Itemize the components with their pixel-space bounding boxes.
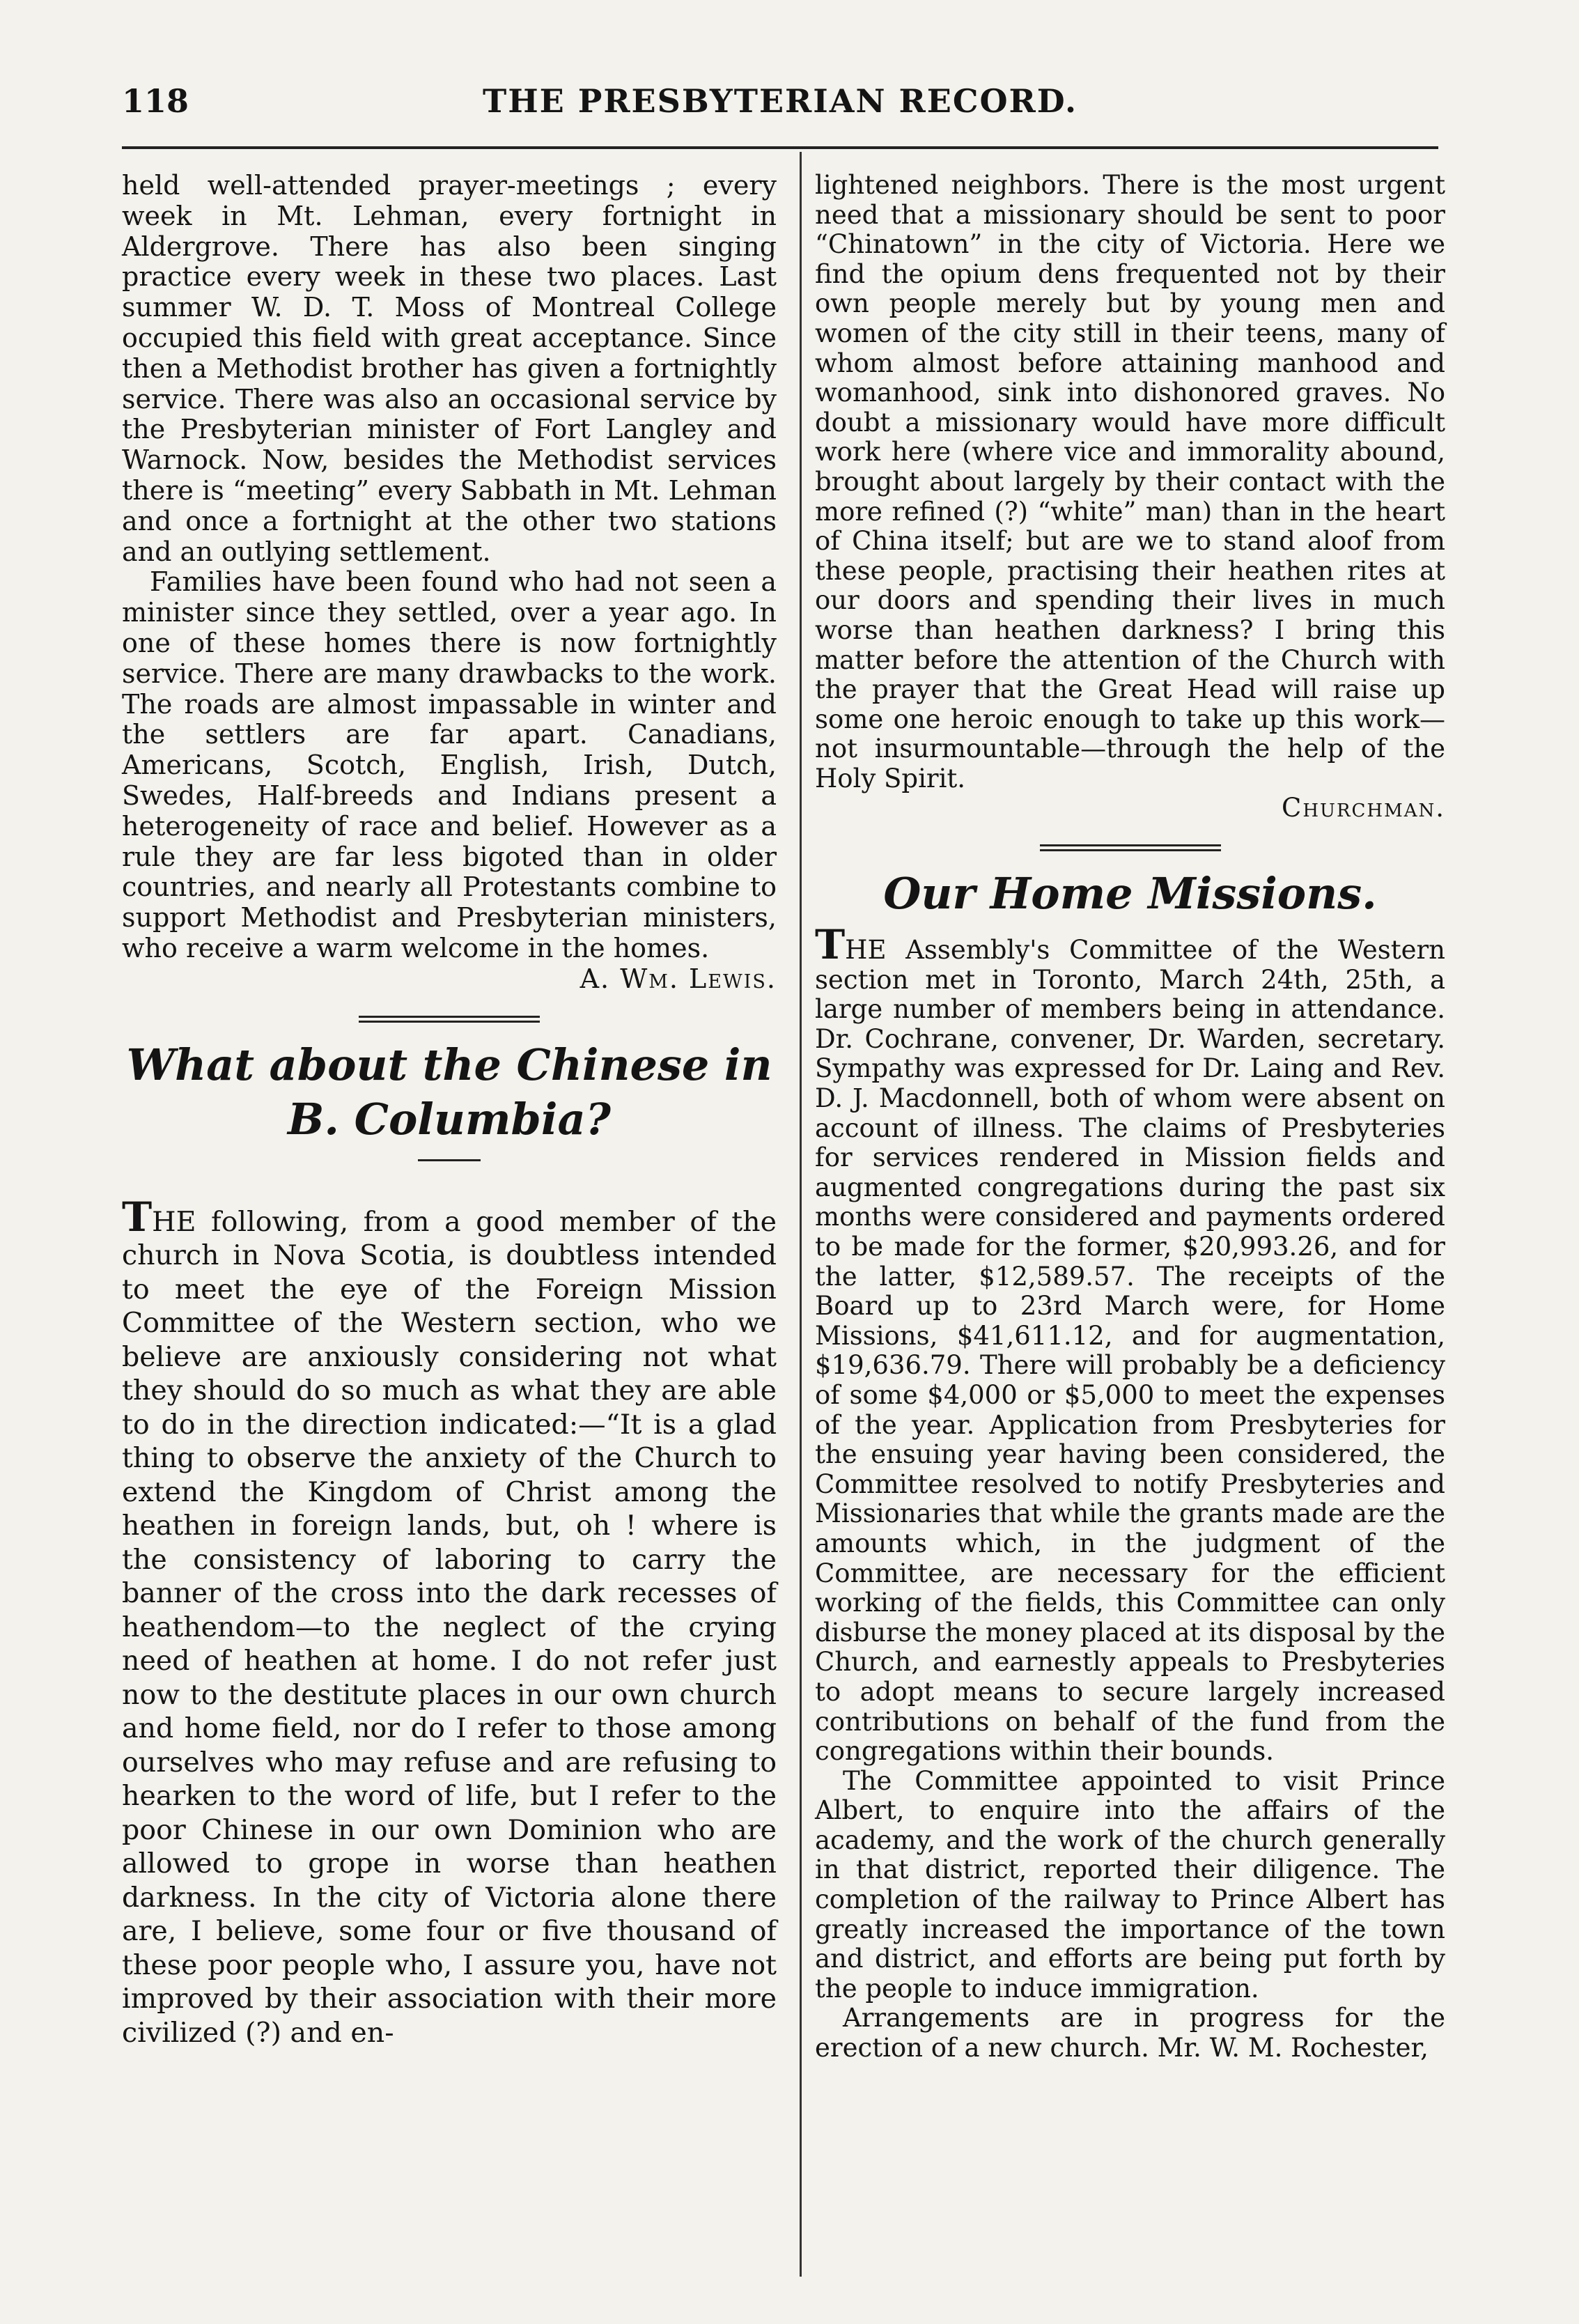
paragraph: held well-attended prayer-meetings ; every week in Mt. Lehman, every fortnight in Aldergrove. There has also been singing practice every week in these two places. Last summer W. D. T. Moss of Montreal College occupied this field with great acceptance. Since then a Methodist brother has given a fortnightly service. There was also an occasional service by the Presbyterian minister of Fort Langley and Warnock. Now, besides the Methodist services there is “meeting” every Sabbath in Mt. Lehman and once a fortnight at the other two stations and an outlying settlement.	[122, 170, 777, 567]
heading-rule	[418, 1159, 481, 1161]
section-rule	[1040, 844, 1221, 851]
section-heading: Our Home Missions.	[883, 868, 1377, 920]
article-body	[122, 1193, 777, 2050]
column-divider	[800, 152, 802, 2277]
section-text: HE Assembly's Committee of the Western section met in Toronto, March 24th, 25th, a large number of members being in attendance. Dr. Cochrane, convener, Dr. Warden, secretary. Sympathy was expressed for Dr. Laing and Rev. D. J. Macdonnell, both of whom were absent on account of illness. The claims of Presbyteries for services rendered in Mission fields and augmented congregations during the past six months were considered and payments ordered to be made for the former, $20,993.26, and for the latter, $12,589.57. The receipts of the Board up to 23rd March were, for Home Missions, $41,611.12, and for augmentation, $19,636.79. There will probably be a deficiency of some $4,000 or $5,000 to meet the expenses of the year. Application from Presbyteries for the ensuing year having been considered, the Committee resolved to notify Presbyteries and Missionaries that while the grants made are the amounts which, in the judgment of the Committee, are necessary for the efficient working of the fields, this Committee can only disburse the money placed at its disposal by the Church, and earnestly appeals to Presbyteries to adopt means to secure largely increased contributions on behalf of the fund from the congregations within their bounds.	[815, 935, 1445, 1767]
signature: A. Wm. Lewis.	[580, 963, 777, 994]
paragraph: The Committee appointed to visit Prince Albert, to enquire into the affairs of the academy, and the work of the church generally in that district, reported their diligence. The completion of the railway to Prince Albert has greatly increased the importance of the town and district, and efforts are being put forth by the people to induce immigration.	[815, 1765, 1445, 2004]
right-column	[815, 171, 1445, 2063]
section-rule	[359, 1016, 540, 1023]
article-heading: What about the Chinese in B. Columbia?	[126, 1039, 772, 1145]
page-header	[122, 82, 1438, 145]
paragraph: Families have been found who had not seen a minister since they settled, over a year ago. In one of these homes there is now fortnightly service. There are many drawbacks to the work. The roads are almost impassable in winter and the settlers are far apart. Canadians, Americans, Scotch, English, Irish, Dutch, Swedes, Half-breeds and Indians present a heterogeneity of race and belief. However as a rule they are far less bigoted than in older countries, and nearly all Protestants combine to support Methodist and Presbyterian ministers, who receive a warm welcome in the homes.	[122, 566, 777, 963]
paragraph: Arrangements are in progress for the erection of a new church. Mr. W. M. Rochester,	[815, 2003, 1445, 2063]
article-text: HE following, from a good member of the church in Nova Scotia, is doubtless intended to meet the eye of the Foreign Mission Committee of the Western section, who we believe are anxiously considering not what they should do so much as what they are able to do in the direction indicated:—“It is a glad thing to observe the anxiety of the Church to extend the Kingdom of Christ among the heathen in foreign lands, but, oh ! where is the consistency of laboring to carry the banner of the cross into the dark recesses of heathendom—to the neglect of the crying need of heathen at home. I do not refer just now to the destitute places in our own church and home field, nor do I refer to those among ourselves who may refuse and are refusing to hearken to the word of life, but I refer to the poor Chinese in our own Dominion who are allowed to grope in worse than heathen darkness. In the city of Victoria alone there are, I believe, some four or five thousand of these poor people who, I assure you, have not improved by their association with their more civilized (?) and en-	[122, 1205, 777, 2049]
left-column	[122, 171, 777, 2050]
page-number: 118	[122, 82, 189, 120]
paragraph	[815, 921, 1445, 1767]
drop-cap: T	[122, 1193, 153, 1241]
header-rule	[122, 146, 1438, 149]
drop-cap: T	[815, 921, 846, 969]
paragraph: lightened neighbors. There is the most urgent need that a missionary should be sent to poor “Chinatown” in the city of Victoria. Here we find the opium dens frequented not by their own people merely but by young men and women of the city still in their teens, many of whom almost before attaining manhood and womanhood, sink into dishonored graves. No doubt a missionary would have more difficult work here (where vice and immorality abound, brought about largely by their contact with the more refined (?) “white” man) than in the heart of China itself; but are we to stand aloof from these people, practising their heathen rites at our doors and spending their lives in much worse than heathen darkness? I bring this matter before the attention of the Church with the prayer that the Great Head will raise up some one heroic enough to take up this work—not insurmountable—through the help of the Holy Spirit.	[815, 170, 1445, 793]
running-title: THE PRESBYTERIAN RECORD.	[482, 82, 1078, 120]
signature: Churchman.	[1282, 793, 1445, 823]
section-body	[815, 921, 1445, 2063]
